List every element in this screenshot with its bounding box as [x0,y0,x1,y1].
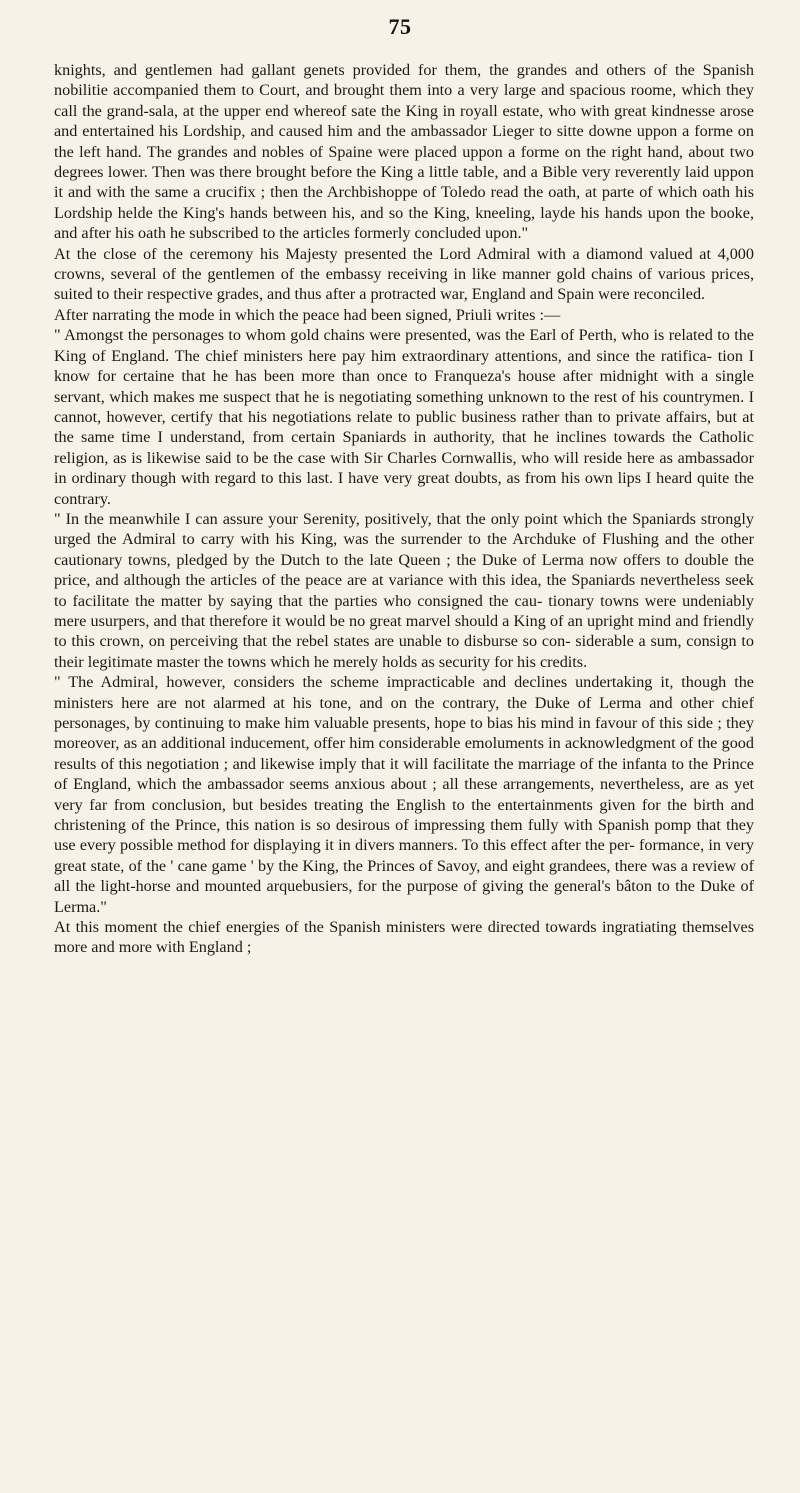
paragraph-quote-admiral: " The Admiral, however, considers the scheme impracticable and declines undertaking it, though the ministers here are not alarmed at his tone, and on the contrary, the Duke of Lerma and other chief personages, by continuing to make him valuable presents, hope to bias his mind in favour of this side ; they moreover, as an additional inducement, offer him considerable emoluments in acknowledgment of the good results of this negotiation ; and likewise imply that it will facilitate the marriage of the infanta to the Prince of England, which the ambassador seems anxious about ; all these arrangements, nevertheless, are as yet very far from conclusion, but besides treating the English to the entertainments given for the birth and christening of the Prince, this nation is so desirous of impressing them fully with Spanish pomp that they use every possible method for displaying it in divers manners. To this effect after the per- formance, in very great state, of the ' cane game ' by the King, the Princes of Savoy, and eight grandees, there was a review of all the light-horse and mounted arquebusiers, for the purpose of giving the general's bâton to the Duke of Lerma." [54,673,754,916]
paragraph-closing: At this moment the chief energies of the Spanish ministers were directed towards ingratiating themselves more and more with England ; [54,918,754,957]
paragraph-continuation: knights, and gentlemen had gallant genets provided for them, the grandes and others of the Spanish nobilitie accompanied them to Court, and brought them into a very large and spacious roome, which they call the grand-sala, at the upper end whereof sate the King in royall estate, who with great kindnesse arose and entertained his Lordship, and caused him and the ambassador Lieger to sitte downe uppon a forme on the left hand. The grandes and nobles of Spaine were placed uppon a forme on the right hand, about two degrees lower. Then was there brought before the King a little table, and a Bible very reverently laid uppon it and with the same a crucifix ; then the Archbishoppe of Toledo read the oath, at parte of which oath his Lordship helde the King's hands between his, and so the King, kneeling, layde his hands upon the booke, and after his oath he subscribed to the articles formerly concluded upon." [54,61,754,243]
paragraph-ceremony: At the close of the ceremony his Majesty presented the Lord Admiral with a diamond valued at 4,000 crowns, several of the gentlemen of the embassy receiving in like manner gold chains of various prices, suited to their respective grades, and thus after a protracted war, England and Spain were reconciled. [54,244,754,304]
body-text [54,60,754,958]
paragraph-priuli-intro: After narrating the mode in which the peace had been signed, Priuli writes :— [54,305,561,324]
paragraph-quote-flushing: " In the meanwhile I can assure your Serenity, positively, that the only point which the Spaniards strongly urged the Admiral to carry with his King, was the surrender to the Archduke of Flushing and the other cautionary towns, pledged by the Dutch to the late Queen ; the Duke of Lerma now offers to double the price, and although the articles of the peace are at variance with this idea, the Spaniards nevertheless seek to facilitate the matter by saying that the parties who consigned the cau- tionary towns were undeniably mere usurpers, and that therefore it would be no great marvel should a King of an upright mind and friendly to this crown, on perceiving that the rebel states are unable to disburse so con- siderable a sum, consign to their legitimate master the towns which he merely holds as security for his credits. [54,509,754,671]
paragraph-quote-earl-of-perth: " Amongst the personages to whom gold chains were presented, was the Earl of Perth, who is related to the King of England. The chief ministers here pay him extraordinary attentions, and since the ratifica- tion I know for certaine that he has been more than once to Franqueza's house after midnight with a single servant, which makes me suspect that he is negotiating something unknown to the rest of his countrymen. I cannot, however, certify that his negotiations relate to public business rather than to private affairs, but at the same time I understand, from certain Spaniards in authority, that he inclines towards the Catholic religion, as is likewise said to be the case with Sir Charles Cornwallis, who will reside here as ambassador in ordinary though with regard to this last. I have very great doubts, as from his own lips I heard quite the contrary. [54,326,754,508]
page-number: 75 [388,14,412,39]
